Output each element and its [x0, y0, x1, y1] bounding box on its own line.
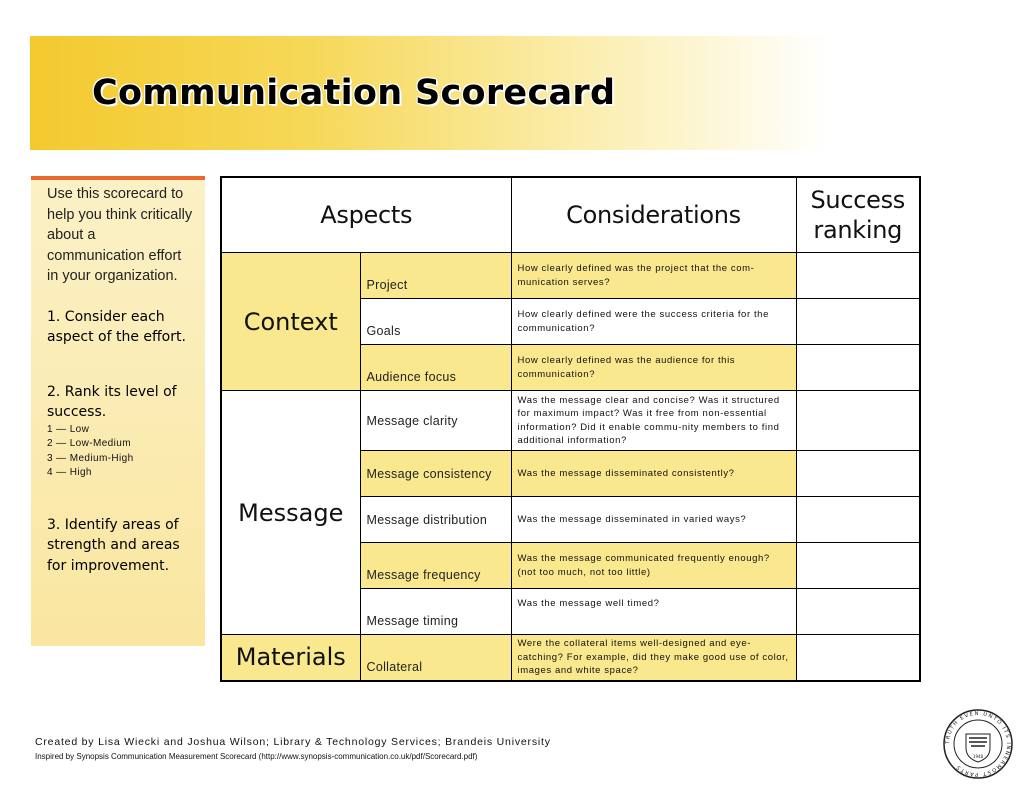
- group-message: Message: [221, 391, 360, 635]
- consideration-cell: How clearly defined was the project that the com-munication serves?: [511, 253, 796, 299]
- rank-level: 4 — High: [47, 467, 92, 478]
- aspect-cell: Audience focus: [360, 345, 511, 391]
- ranking-cell[interactable]: [796, 497, 920, 543]
- step-consider: 1. Consider each aspect of the effort.: [47, 308, 186, 345]
- scorecard-table: [220, 176, 921, 682]
- step-rank: 2. Rank its level of success.: [47, 383, 177, 420]
- ranking-cell[interactable]: [796, 345, 920, 391]
- ranking-cell[interactable]: [796, 299, 920, 345]
- footer-credit: Created by Lisa Wiecki and Joshua Wilson; Library & Technology Services; Brandeis University: [35, 736, 551, 748]
- ranking-cell[interactable]: [796, 253, 920, 299]
- table-row: [221, 253, 920, 299]
- rank-level: 1 — Low: [47, 423, 90, 435]
- title-banner: [30, 36, 830, 150]
- seal-motto: TRUTH EVEN UNTO ITS INNERMOST PARTS: [944, 710, 1012, 778]
- rank-level: 3 — Medium-High: [47, 452, 134, 464]
- sidebar-intro: Use this scorecard to help you think critically about a communication effort in your organization.: [47, 186, 193, 284]
- rank-levels: [47, 423, 195, 481]
- rank-level: 2 — Low-Medium: [47, 438, 131, 449]
- consideration-cell: How clearly defined were the success criteria for the communication?: [511, 299, 796, 345]
- consideration-cell: Was the message disseminated consistently?: [511, 451, 796, 497]
- consideration-cell: How clearly defined was the audience for this communication?: [511, 345, 796, 391]
- page-title: Communication Scorecard: [92, 73, 616, 113]
- aspect-cell: Collateral: [360, 635, 511, 681]
- group-materials: Materials: [221, 635, 360, 681]
- ranking-cell[interactable]: [796, 391, 920, 451]
- group-context: Context: [221, 253, 360, 391]
- aspect-cell: Project: [360, 253, 511, 299]
- aspect-cell: Message consistency: [360, 451, 511, 497]
- consideration-cell: Was the message disseminated in varied ways?: [511, 497, 796, 543]
- step-identify: 3. Identify areas of strength and areas for improvement.: [47, 516, 180, 574]
- header-success-line: Success: [810, 186, 905, 214]
- header-aspects: Aspects: [221, 177, 511, 253]
- consideration-cell: Was the message communicated frequently enough? (not too much, not too little): [511, 543, 796, 589]
- footer-inspired: Inspired by Synopsis Communication Measurement Scorecard (http://www.synopsis-communication.co.uk/pdf/Scorecard.pdf): [35, 752, 478, 761]
- table-row: [221, 391, 920, 451]
- ranking-cell[interactable]: [796, 589, 920, 635]
- aspect-cell: Message distribution: [360, 497, 511, 543]
- brandeis-seal-icon: [942, 708, 1014, 780]
- aspect-cell: Goals: [360, 299, 511, 345]
- consideration-cell: Were the collateral items well-designed and eye-catching? For example, did they make good use of color, images and white space?: [511, 635, 796, 681]
- ranking-cell[interactable]: [796, 543, 920, 589]
- header-success-ranking: [796, 177, 920, 253]
- table-row: [221, 635, 920, 681]
- ranking-cell[interactable]: [796, 451, 920, 497]
- header-row: [221, 177, 920, 253]
- ranking-cell[interactable]: [796, 635, 920, 681]
- instructions-sidebar: [31, 176, 205, 646]
- consideration-cell: Was the message clear and concise? Was it structured for maximum impact? Was it free from non-essential information? Did it enable commu-nity members to find additional information?: [511, 391, 796, 451]
- consideration-cell: Was the message well timed?: [511, 589, 796, 635]
- aspect-cell: Message clarity: [360, 391, 511, 451]
- header-considerations: Considerations: [511, 177, 796, 253]
- seal-year: 1948: [972, 754, 984, 759]
- aspect-cell: Message frequency: [360, 543, 511, 589]
- header-ranking-line: ranking: [813, 216, 903, 244]
- aspect-cell: Message timing: [360, 589, 511, 635]
